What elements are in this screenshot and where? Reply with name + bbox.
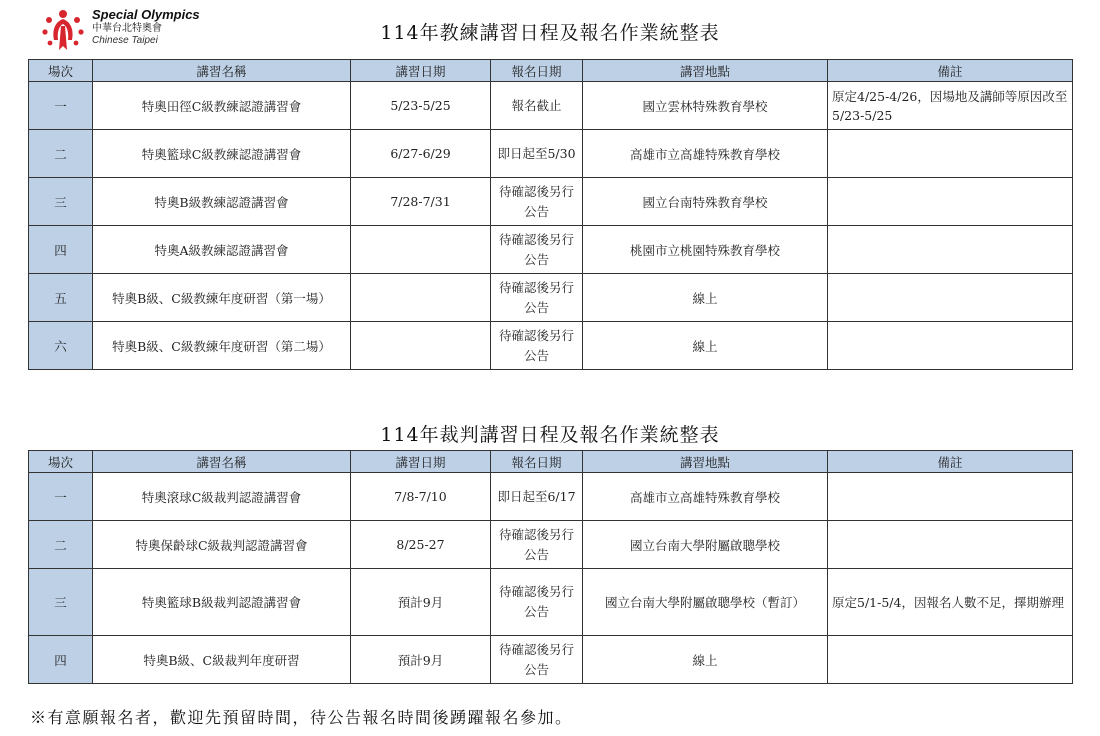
logo-name-english: Special Olympics [92, 7, 200, 22]
session-number: 五 [29, 274, 93, 322]
logo-subtitle: Chinese Taipei [92, 35, 158, 46]
course-note [828, 322, 1073, 370]
course-location: 線上 [583, 636, 828, 684]
header-course-name: 講習名稱 [93, 451, 351, 473]
signup-date: 待確認後另行公告 [491, 636, 583, 684]
signup-date: 報名截止 [491, 82, 583, 130]
signup-date: 即日起至6/17 [491, 473, 583, 521]
course-location: 國立台南特殊教育學校 [583, 178, 828, 226]
signup-date: 待確認後另行公告 [491, 521, 583, 569]
coach-schedule-table [28, 59, 1073, 370]
course-name: 特奧滾球C級裁判認證講習會 [93, 473, 351, 521]
header-session: 場次 [29, 60, 93, 82]
course-name: 特奧B級、C級教練年度研習（第二場） [93, 322, 351, 370]
header-location: 講習地點 [583, 451, 828, 473]
course-note [828, 178, 1073, 226]
signup-date: 待確認後另行公告 [491, 226, 583, 274]
referee-schedule-table [28, 450, 1073, 684]
header-notes: 備註 [828, 60, 1073, 82]
course-date: 6/27-6/29 [351, 130, 491, 178]
header-course-date: 講習日期 [351, 451, 491, 473]
course-name: 特奧籃球C級教練認證講習會 [93, 130, 351, 178]
header-signup-date: 報名日期 [491, 451, 583, 473]
course-date: 預計9月 [351, 569, 491, 636]
course-location: 國立台南大學附屬啟聰學校 [583, 521, 828, 569]
course-name: 特奧籃球B級裁判認證講習會 [93, 569, 351, 636]
header-notes: 備註 [828, 451, 1073, 473]
course-date: 7/28-7/31 [351, 178, 491, 226]
course-note [828, 636, 1073, 684]
signup-date: 待確認後另行公告 [491, 274, 583, 322]
course-note [828, 274, 1073, 322]
table-row [29, 178, 1073, 226]
course-name: 特奧田徑C級教練認證講習會 [93, 82, 351, 130]
course-date [351, 322, 491, 370]
signup-date: 即日起至5/30 [491, 130, 583, 178]
course-name: 特奧A級教練認證講習會 [93, 226, 351, 274]
course-location: 高雄市立高雄特殊教育學校 [583, 130, 828, 178]
course-note: 原定5/1-5/4，因報名人數不足，擇期辦理 [828, 569, 1073, 636]
referee-table-title: 114年裁判講習日程及報名作業統整表 [380, 424, 720, 446]
course-location: 線上 [583, 274, 828, 322]
course-location: 線上 [583, 322, 828, 370]
header-session: 場次 [29, 451, 93, 473]
course-note: 原定4/25-4/26，因場地及講師等原因改至5/23-5/25 [828, 82, 1073, 130]
signup-date: 待確認後另行公告 [491, 322, 583, 370]
table-header-row [29, 60, 1073, 82]
coach-table-title: 114年教練講習日程及報名作業統整表 [380, 22, 720, 44]
course-date [351, 274, 491, 322]
table-row [29, 636, 1073, 684]
session-number: 六 [29, 322, 93, 370]
table-row [29, 473, 1073, 521]
course-date: 5/23-5/25 [351, 82, 491, 130]
course-name: 特奧保齡球C級裁判認證講習會 [93, 521, 351, 569]
table-row [29, 226, 1073, 274]
logo-name-chinese: 中華台北特奧會 [92, 23, 162, 34]
session-number: 一 [29, 82, 93, 130]
session-number: 三 [29, 569, 93, 636]
signup-date: 待確認後另行公告 [491, 178, 583, 226]
course-date: 7/8-7/10 [351, 473, 491, 521]
course-note [828, 521, 1073, 569]
table-header-row [29, 451, 1073, 473]
course-note [828, 473, 1073, 521]
header-location: 講習地點 [583, 60, 828, 82]
session-number: 一 [29, 473, 93, 521]
session-number: 四 [29, 636, 93, 684]
course-name: 特奧B級、C級教練年度研習（第一場） [93, 274, 351, 322]
session-number: 二 [29, 521, 93, 569]
session-number: 四 [29, 226, 93, 274]
course-date: 預計9月 [351, 636, 491, 684]
footnote: ※有意願報名者，歡迎先預留時間，待公告報名時間後踴躍報名參加。 [30, 708, 573, 727]
signup-date: 待確認後另行公告 [491, 569, 583, 636]
course-note [828, 226, 1073, 274]
header-course-date: 講習日期 [351, 60, 491, 82]
table-row [29, 569, 1073, 636]
table-row [29, 82, 1073, 130]
course-location: 高雄市立高雄特殊教育學校 [583, 473, 828, 521]
table-row [29, 521, 1073, 569]
header-signup-date: 報名日期 [491, 60, 583, 82]
table-row [29, 130, 1073, 178]
table-row [29, 274, 1073, 322]
course-location: 國立台南大學附屬啟聰學校（暫訂） [583, 569, 828, 636]
header-course-name: 講習名稱 [93, 60, 351, 82]
course-date: 8/25-27 [351, 521, 491, 569]
session-number: 三 [29, 178, 93, 226]
course-name: 特奧B級教練認證講習會 [93, 178, 351, 226]
course-location: 國立雲林特殊教育學校 [583, 82, 828, 130]
table-row [29, 322, 1073, 370]
course-location: 桃園市立桃園特殊教育學校 [583, 226, 828, 274]
course-date [351, 226, 491, 274]
course-name: 特奧B級、C級裁判年度研習 [93, 636, 351, 684]
course-note [828, 130, 1073, 178]
session-number: 二 [29, 130, 93, 178]
